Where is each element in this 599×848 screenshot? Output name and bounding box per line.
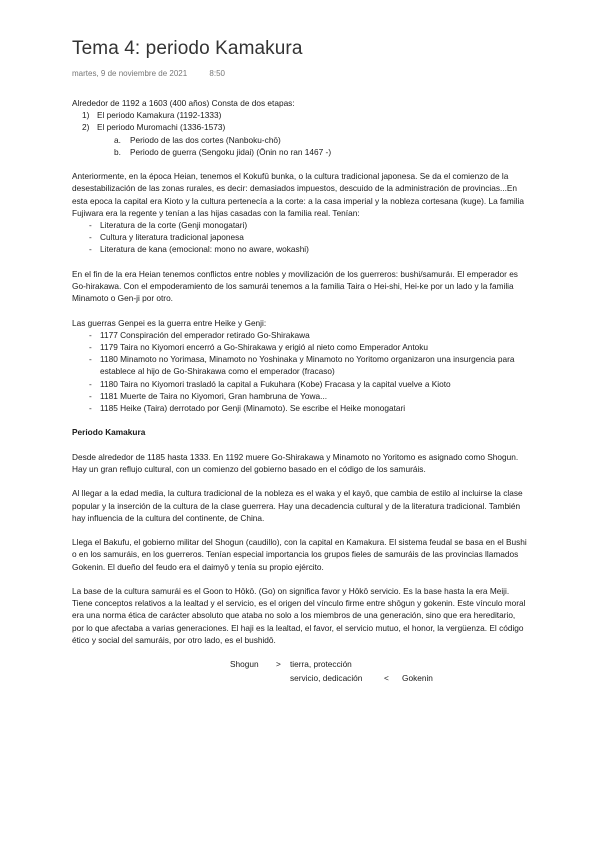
arrow-left-icon: < [384, 673, 389, 684]
stages-list [72, 109, 527, 133]
list-item: - 1177 Conspiración del emperador retirado Go-Shirakawa [89, 329, 310, 340]
shogun-label: Shogun [230, 659, 259, 670]
section-heading: Periodo Kamakura [72, 427, 146, 438]
list-item: b. Periodo de guerra (Sengoku jidai) (Ōnin no ran 1467 -) [114, 146, 332, 157]
paragraph-goon: La base de la cultura samurái es el Goon to Hōkō. (Go) on significa favor y Hōkō servicio. Es la base hasta la era Meiji. Tiene conceptos relativos a la lealtad y el servicio, es el origen del vínculo firme entre shōgun y gokenin. Este vínculo moral era una norma ética de carácter absoluto que ataba no solo a los miembros de una generación, sino que era hereditario, por lo que afectaba a varias generaciones. El haji es la lealtad, el favor, el servicio mutuo, el honor, la vergüenza. El código ético y social del samuráis, por otro lado, es el bushidō. [72, 586, 526, 645]
list-item: 2) El periodo Muromachi (1336-1573) [82, 122, 226, 133]
gokenin-gives-text: servicio, dedicación [290, 673, 363, 684]
paragraph-fin-heian: En el fin de la era Heian tenemos conflictos entre nobles y movilización de los guerreros: bushi/samuráı. El emperador es Go-hirakawa. Con el empoderamiento de los samurái tenemos a la familia Taira o Hei-shi, Hei-ke por un lado y la familia Minamoto o Gen-ji por otro. [72, 268, 518, 304]
paragraph-bakufu: Llega el Bakufu, el gobierno militar del Shogun (caudillo), con la capital en Kamakura. El sistema feudal se basa en el Bushi o en los samuráis, en los guerreros. Tenían especial importancia los grupos fieles de samuráis de las provincias llamados Gokenin. El dueño del feudo era el daimyō y tenía su propio ejército. [72, 537, 527, 572]
list-item: - 1179 Taira no Kiyomori encerró a Go-Shirakawa y erigió al nieto como Emperador Antoku [89, 342, 429, 353]
list-item: - Literatura de kana (emocional: mono no aware, wokashi) [89, 244, 309, 255]
list-item: - 1180 Taira no Kiyomori trasladó la capital a Fukuhara (Kobe) Fracasa y la capital vuelve a Kioto [89, 378, 451, 389]
shogun-gives-text: tierra, protección [290, 659, 352, 670]
list-item: - Cultura y literatura tradicional japonesa [89, 232, 244, 243]
genpei-list [72, 329, 527, 414]
heian-list [72, 219, 527, 256]
list-item: - Literatura de la corte (Genji monogatari) [89, 220, 248, 231]
list-item: 1) El periodo Kamakura (1192-1333) [82, 110, 222, 121]
paragraph-edad-media: Al llegar a la edad media, la cultura tradicional de la nobleza es el waka y el kayō, que cambia de estilo al incluirse la clase popular y la inserción de la cultura de la clase guerrera. Hay una decadencia cultural y de la literatura tradicional. También hay influencia de la cultura del continente, de China. [72, 488, 523, 523]
list-item: - 1181 Muerte de Taira no Kiyomori, Gran hambruna de Yowa... [89, 390, 328, 401]
list-item: a. Periodo de las dos cortes (Nanboku-chō) [114, 134, 281, 145]
note-body [72, 97, 527, 688]
substages-list [72, 134, 527, 158]
note-page [72, 38, 527, 688]
page-title: Tema 4: periodo Kamakura [72, 38, 303, 59]
intro-text: Alrededor de 1192 a 1603 (400 años) Consta de dos etapas: [72, 98, 295, 108]
list-item: - 1185 Heike (Taira) derrotado por Genji (Minamoto). Se escribe el Heike monogatari [89, 403, 406, 414]
note-date: martes, 9 de noviembre de 2021 [72, 69, 188, 78]
note-meta [72, 69, 527, 79]
note-time: 8:50 [209, 69, 225, 78]
genpei-intro: Las guerras Genpei es la guerra entre Heike y Genji: [72, 317, 267, 328]
paragraph-heian: Anteriormente, en la época Heian, tenemos el Kokufū bunka, o la cultura tradicional japonesa. Se da el comienzo de la desestabilización de las zonas rurales, es decir: demasiados impuestos, descuido de la administración de provincias...En esta epoca la capital era Kioto y la cultura pertenecía a la corte: a la casa imperial y la nobleza cortesana (kuge). La familia Fujiwara era la regente y tenían a las hijas casadas con la familia real. Tenían: [72, 171, 524, 218]
arrow-right-icon: > [276, 659, 281, 670]
paragraph-kamakura: Desde alrededor de 1185 hasta 1333. En 1192 muere Go-Shirakawa y Minamoto no Yoritomo es asignado como Shogun. Hay un gran reflujo cultural, con un comienzo del gobierno basado en el código de los samuráis. [72, 451, 519, 475]
list-item: - 1180 Minamoto no Yorimasa, Minamoto no Yoshinaka y Minamoto no Yoritomo organizaron una insurgencia para establece al hijo de Go-Shirakawa como el emperador (fracaso) [89, 354, 515, 377]
shogun-gokenin-diagram [72, 658, 527, 688]
gokenin-label: Gokenin [402, 673, 433, 684]
